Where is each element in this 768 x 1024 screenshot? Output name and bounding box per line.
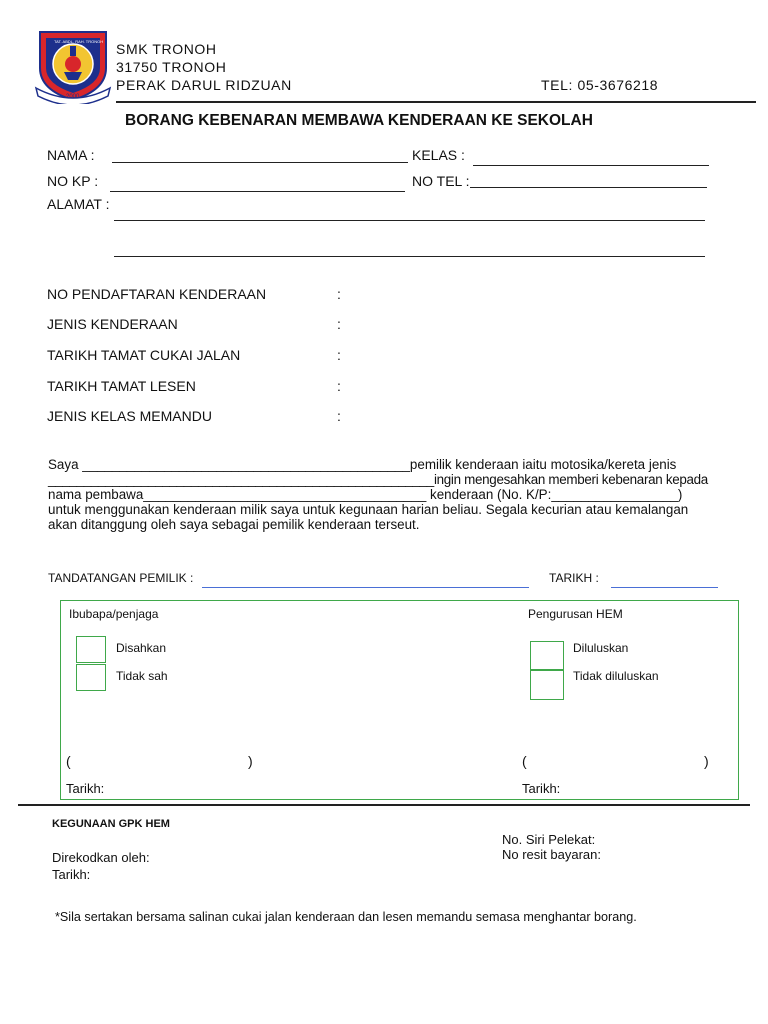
school-name: SMK TRONOH (116, 41, 217, 57)
owner-signature-label: TANDATANGAN PEMILIK : (48, 571, 194, 585)
parent-approve-label: Disahkan (116, 641, 167, 655)
alamat-field-line1[interactable] (114, 220, 705, 221)
footnote: *Sila sertakan bersama salinan cukai jalan kenderaan dan lesen memandu semasa menghantar borang. (55, 910, 637, 924)
parent-reject-label: Tidak sah (116, 669, 168, 683)
parent-signature-close-paren: ) (248, 753, 253, 769)
logo-year-text: 2000 (66, 94, 80, 100)
approval-box (60, 600, 739, 800)
alamat-field-line2[interactable] (114, 256, 705, 257)
school-phone: TEL: 05-3676218 (541, 77, 659, 93)
license-class-colon: : (337, 408, 341, 424)
office-date-label: Tarikh: (52, 867, 91, 882)
declaration-line-3: nama pembawa______________________________________ kenderaan (No. K/P:_________________) (48, 487, 683, 502)
parent-heading: Ibubapa/penjaga (69, 607, 159, 621)
sticker-serial-label: No. Siri Pelekat: (502, 832, 596, 847)
declaration-line-5: akan ditanggung oleh saya sebagai pemilik kenderaan terseut. (48, 517, 420, 532)
vehicle-type-label: JENIS KENDERAAN (47, 316, 178, 332)
declaration-line-2: ______________________________________________________ingin mengesahkan memberi kebenaran kepada (48, 472, 708, 487)
hem-reject-checkbox[interactable] (530, 670, 564, 700)
nokp-label: NO KP : (47, 173, 99, 189)
road-tax-expiry-colon: : (337, 347, 341, 363)
nama-label: NAMA : (47, 147, 95, 163)
vehicle-type-colon: : (337, 316, 341, 332)
license-class-label: JENIS KELAS MEMANDU (47, 408, 212, 424)
parent-reject-checkbox[interactable] (76, 664, 106, 691)
nama-field[interactable] (112, 162, 408, 163)
license-expiry-label: TARIKH TAMAT LESEN (47, 378, 196, 394)
owner-date-field[interactable] (611, 587, 718, 588)
school-logo (34, 24, 112, 104)
declaration-line-1: Saya ____________________________________________pemilik kenderaan iaitu motosika/kereta jenis (48, 457, 677, 472)
road-tax-expiry-label: TARIKH TAMAT CUKAI JALAN (47, 347, 241, 363)
parent-approve-checkbox[interactable] (76, 636, 106, 663)
school-state: PERAK DARUL RIDZUAN (116, 77, 292, 93)
owner-signature-field[interactable] (202, 587, 529, 588)
parent-date-label: Tarikh: (66, 781, 105, 796)
hem-approve-label: Diluluskan (573, 641, 629, 655)
nokp-field[interactable] (110, 191, 405, 192)
owner-date-label: TARIKH : (549, 571, 599, 585)
kelas-field[interactable] (473, 165, 709, 166)
school-postcode: 31750 TRONOH (116, 59, 227, 75)
recorded-by-label: Direkodkan oleh: (52, 850, 150, 865)
header-divider (116, 101, 756, 103)
vehicle-reg-colon: : (337, 286, 341, 302)
hem-signature-open-paren: ( (522, 753, 527, 769)
parent-signature-open-paren: ( (66, 753, 71, 769)
hem-reject-label: Tidak diluluskan (573, 669, 659, 683)
license-expiry-colon: : (337, 378, 341, 394)
notel-label: NO TEL : (412, 173, 470, 189)
alamat-label: ALAMAT : (47, 196, 110, 212)
office-section-divider (18, 804, 750, 806)
hem-signature-close-paren: ) (704, 753, 709, 769)
form-title: BORANG KEBENARAN MEMBAWA KENDERAAN KE SEKOLAH (125, 112, 593, 129)
notel-field[interactable] (470, 187, 707, 188)
logo-motto-text: TAT. ABDL. RAH. TRONOH (54, 39, 104, 44)
hem-date-label: Tarikh: (522, 781, 561, 796)
receipt-number-label: No resit bayaran: (502, 847, 601, 862)
hem-heading: Pengurusan HEM (528, 607, 623, 621)
vehicle-reg-label: NO PENDAFTARAN KENDERAAN (47, 286, 267, 302)
kelas-label: KELAS : (412, 147, 465, 163)
office-heading: KEGUNAAN GPK HEM (52, 818, 170, 830)
declaration-line-4: untuk menggunakan kenderaan milik saya untuk kegunaan harian beliau. Segala kecurian atau kemalangan (48, 502, 689, 517)
hem-approve-checkbox[interactable] (530, 641, 564, 670)
